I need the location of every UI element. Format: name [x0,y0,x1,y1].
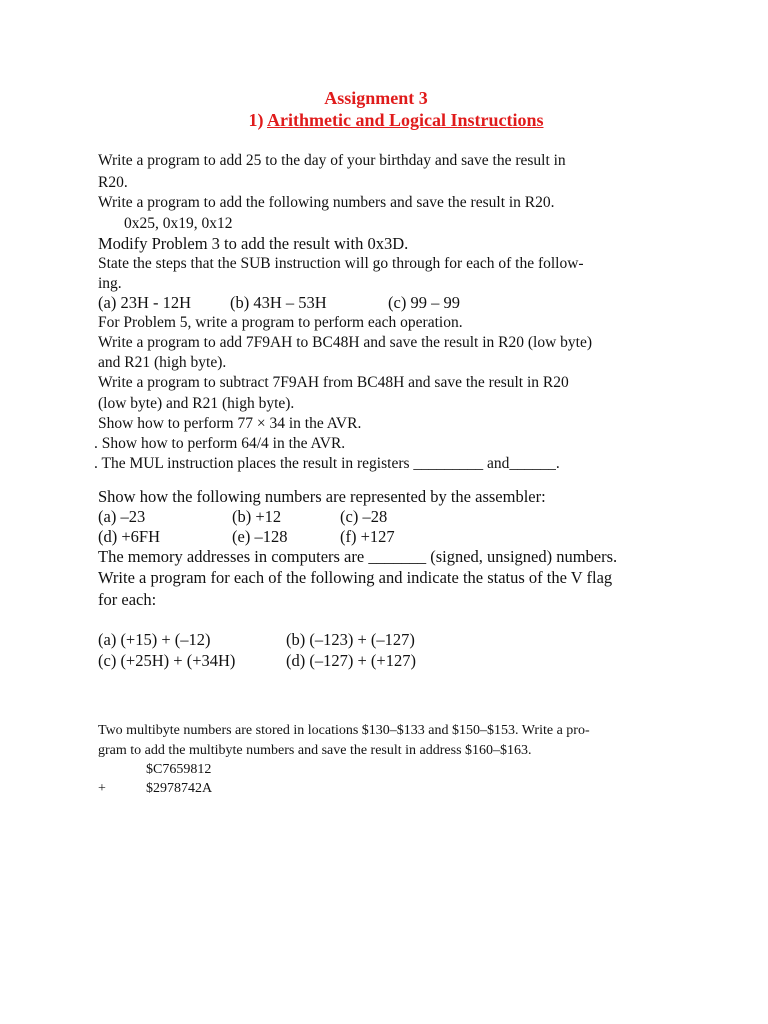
section-title: Arithmetic and Logical Instructions [267,110,544,130]
problem-6-line-2: and R21 (high byte). [98,354,227,371]
problem-4-line-1: State the steps that the SUB instruction will go through for each of the follow- [98,255,584,272]
problem-13-item-a: (a) (+15) + (–12) [98,630,211,649]
problem-11-item-c: (c) –28 [340,507,388,526]
problem-4-option-a: (a) 23H - 12H [98,293,192,312]
problem-11: Show how the following numbers are represented by the assembler: [98,487,546,506]
problem-14-line-2: gram to add the multibyte numbers and save the result in address $160–$163. [98,743,532,758]
problem-2-line-1: Write a program to add the following numbers and save the result in R20. [98,194,555,211]
problem-13-line-1: Write a program for each of the following and indicate the status of the V flag [98,568,613,587]
problem-13-item-c: (c) (+25H) + (+34H) [98,651,236,670]
problem-10: . The MUL instruction places the result in registers _________ and______. [94,455,560,472]
problem-4-line-2: ing. [98,275,122,292]
problem-3: Modify Problem 3 to add the result with 0x3D. [98,234,409,253]
problem-9: . Show how to perform 64/4 in the AVR. [94,435,346,452]
problem-5: For Problem 5, write a program to perform each operation. [98,314,463,331]
problem-7-line-1: Write a program to subtract 7F9AH from BC48H and save the result in R20 [98,374,569,391]
problem-1-line-1: Write a program to add 25 to the day of your birthday and save the result in [98,152,566,169]
problem-13-item-d: (d) (–127) + (+127) [286,651,416,670]
problem-13-line-2: for each: [98,590,157,609]
problem-11-item-a: (a) –23 [98,507,146,526]
problem-6-line-1: Write a program to add 7F9AH to BC48H and save the result in R20 (low byte) [98,334,592,351]
problem-8: Show how to perform 77 × 34 in the AVR. [98,415,362,432]
problem-11-item-f: (f) +127 [340,527,395,546]
problem-11-item-b: (b) +12 [232,507,282,526]
problem-4-option-c: (c) 99 – 99 [388,293,460,312]
section-number: 1) [248,110,264,130]
problem-11-item-e: (e) –128 [232,527,288,546]
assignment-title: Assignment 3 [324,88,428,108]
problem-12: The memory addresses in computers are _______ (signed, unsigned) numbers. [98,547,618,566]
problem-13-item-b: (b) (–123) + (–127) [286,630,415,649]
problem-2-numbers: 0x25, 0x19, 0x12 [124,215,233,232]
problem-1-line-2: R20. [98,174,128,191]
problem-14-line-1: Two multibyte numbers are stored in locations $130–$133 and $150–$153. Write a pro- [98,723,590,738]
problem-14-number-1: $C7659812 [146,762,212,777]
problem-7-line-2: (low byte) and R21 (high byte). [98,395,295,412]
problem-14-plus-sign: + [98,781,106,796]
problem-14-number-2: $2978742A [146,781,213,796]
problem-11-item-d: (d) +6FH [98,527,161,546]
section-heading [12,110,768,131]
problem-4-option-b: (b) 43H – 53H [230,293,327,312]
